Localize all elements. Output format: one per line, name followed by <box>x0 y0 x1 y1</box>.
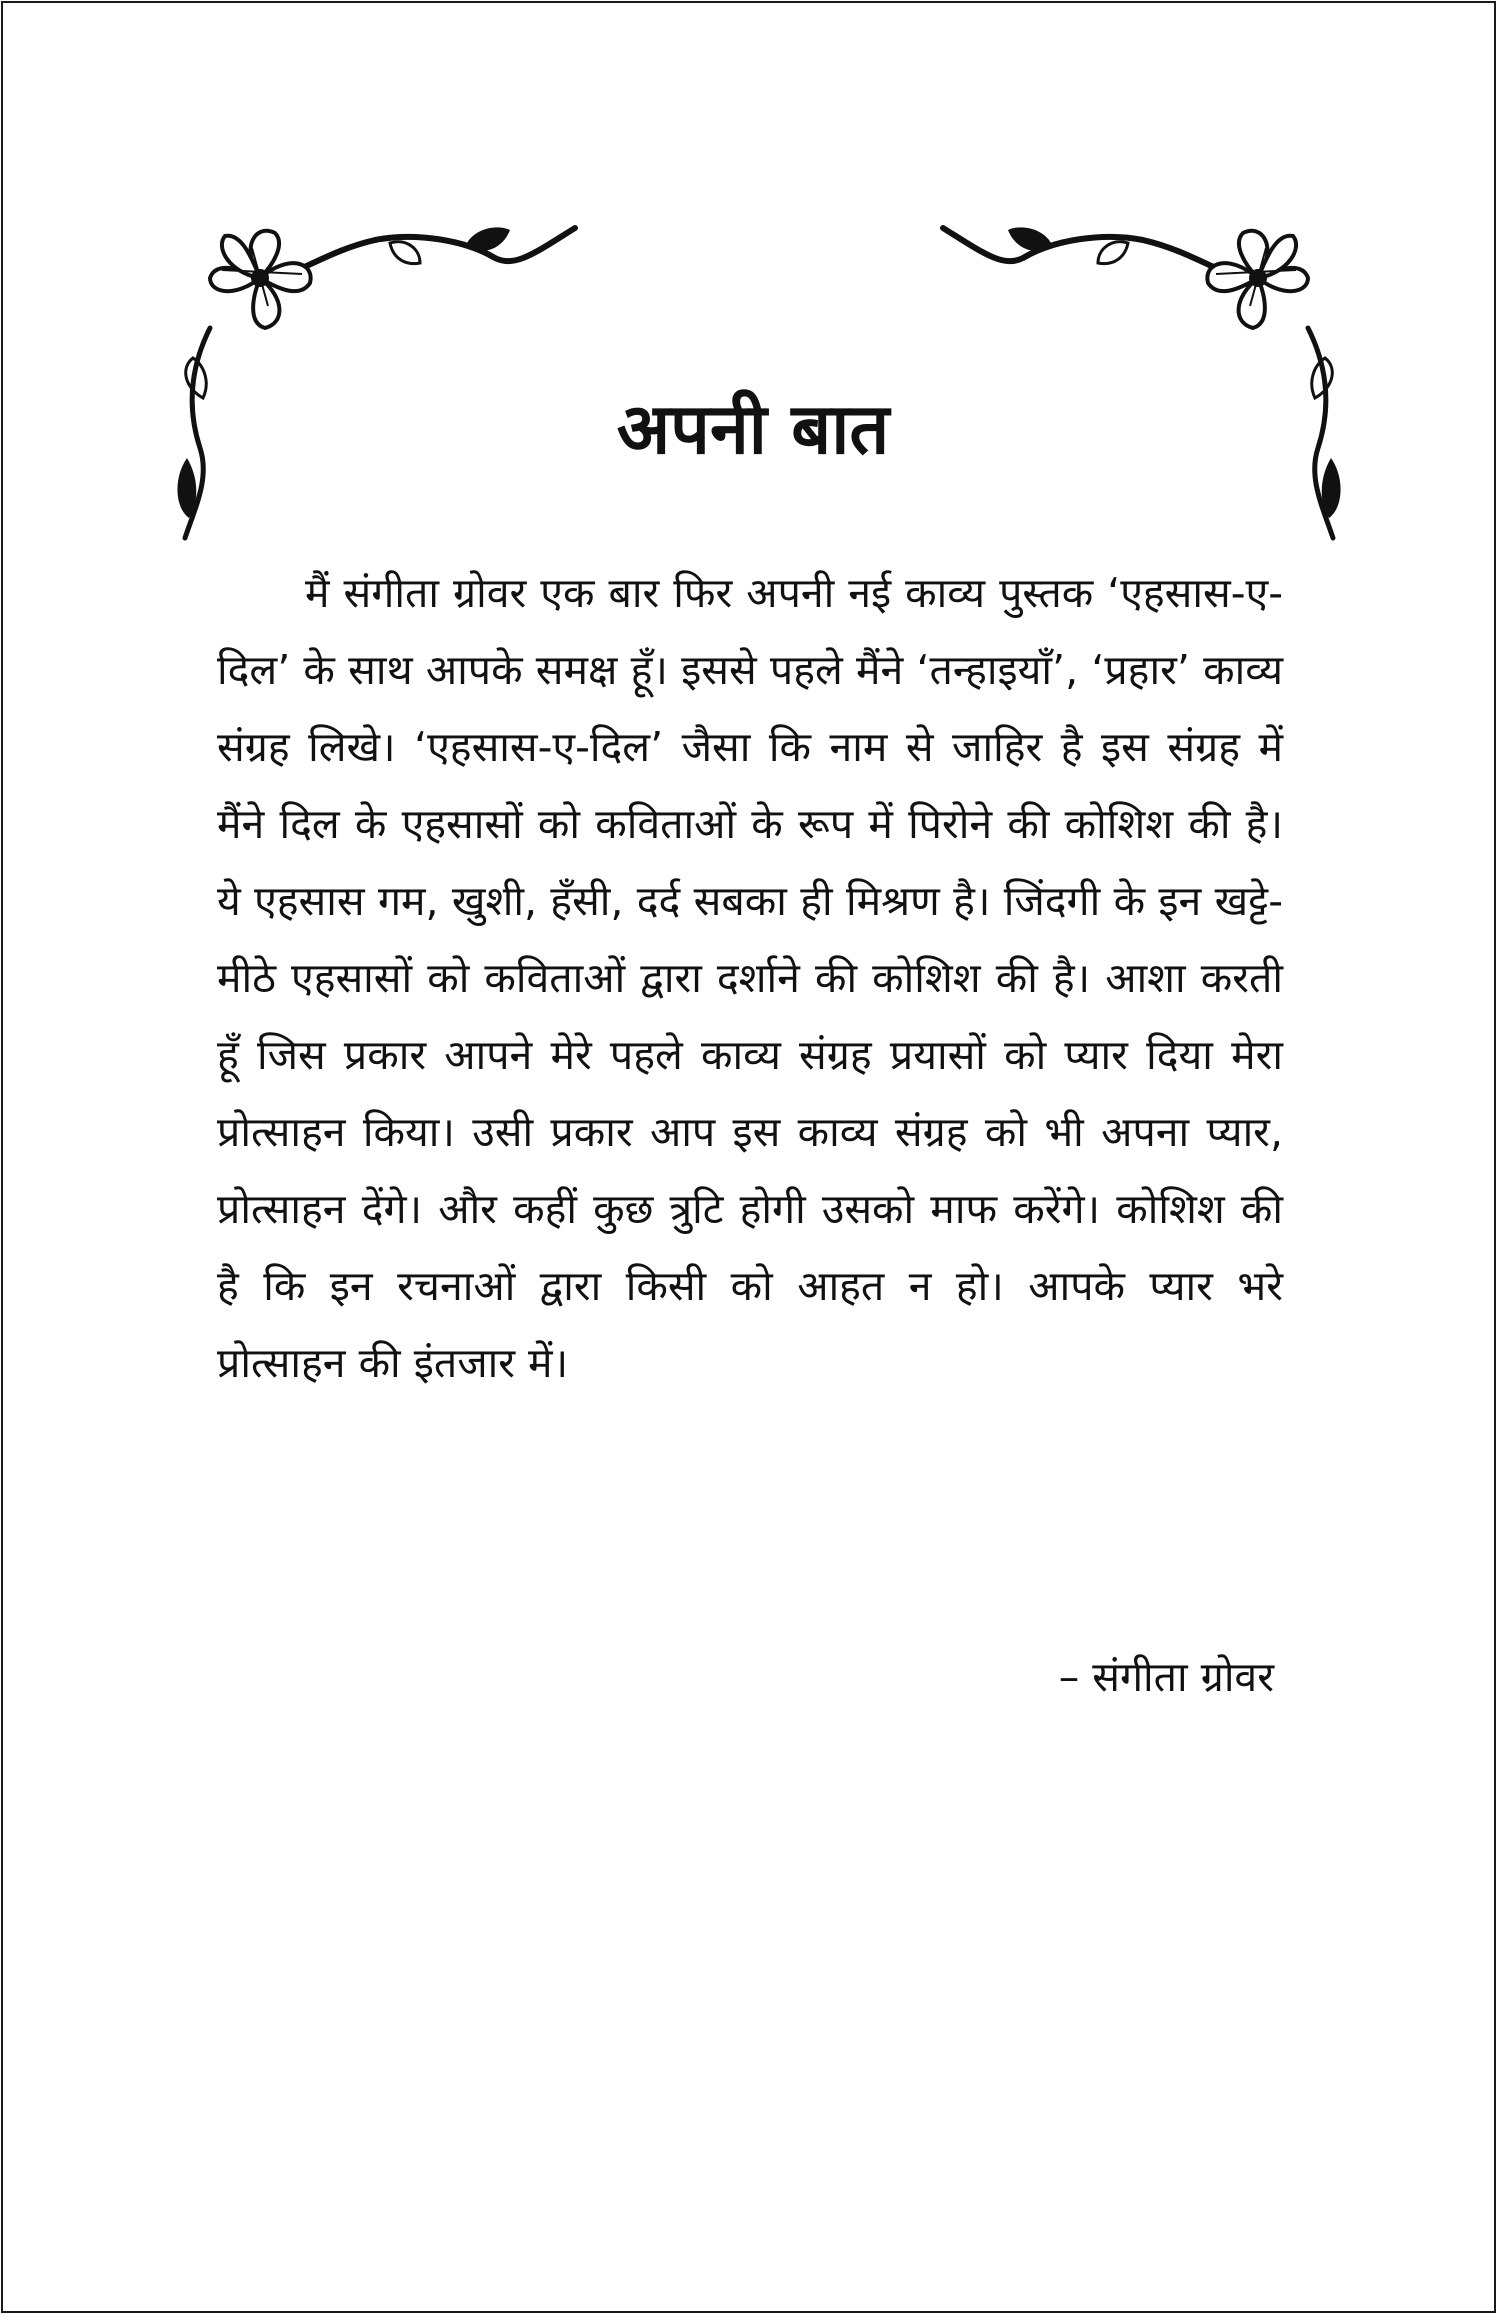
body-paragraph: मैं संगीता ग्रोवर एक बार फिर अपनी नई काव्य पुस्तक ‘एहसास-ए-दिल’ के साथ आपके समक्ष हूँ। इससे पहले मैंने ‘तन्हाइयाँ’, ‘प्रहार’ काव्य संग्रह लिखे। ‘एहसास-ए-दिल’ जैसा कि नाम से जाहिर है इस संग्रह में मैंने दिल के एहसासों को कविताओं के रूप में पिरोने की कोशिश की है। ये एहसास गम, खुशी, हँसी, दर्द सबका ही मिश्रण है। जिंदगी के इन खट्टे-मीठे एहसासों को कविताओं द्वारा दर्शाने की कोशिश की है। आशा करती हूँ जिस प्रकार आपने मेरे पहले काव्य संग्रह प्रयासों को प्यार दिया मेरा प्रोत्साहन किया। उसी प्रकार आप इस काव्य संग्रह को भी अपना प्यार, प्रोत्साहन देंगे। और कहीं कुछ त्रुटि होगी उसको माफ करेंगे। कोशिश की है कि इन रचनाओं द्वारा किसी को आहत न हो। आपके प्यार भरे प्रोत्साहन की इंतजार में। <box>217 569 1283 1387</box>
page <box>1 1 1496 2313</box>
author-signature: – संगीता ग्रोवर <box>1058 1653 1274 1701</box>
page-title: अपनी बात <box>616 388 890 470</box>
